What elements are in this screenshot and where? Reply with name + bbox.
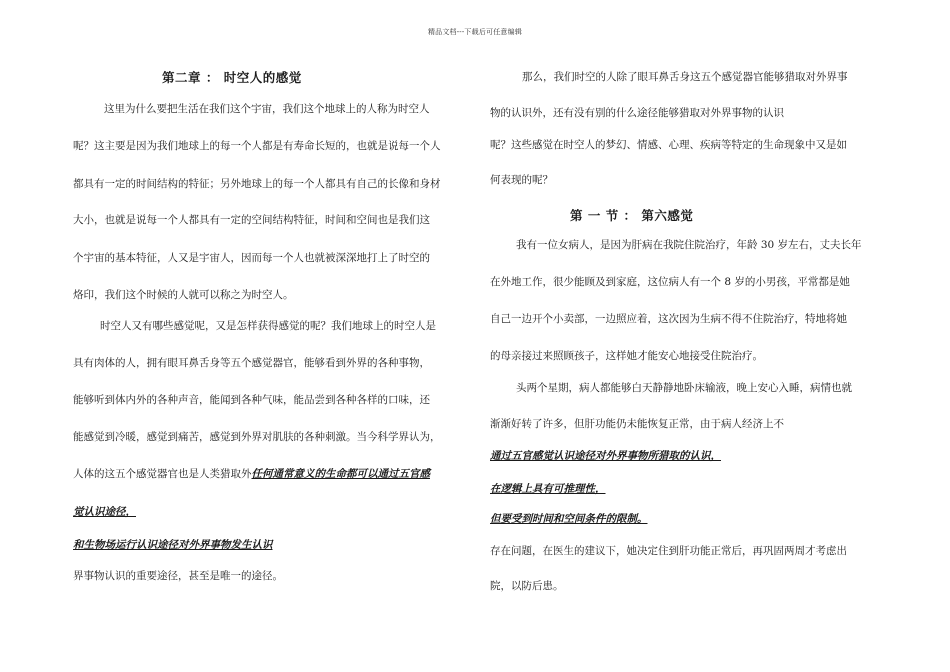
paragraph-line: 在外地工作，很少能顾及到家庭，这位病人有一个 8 岁的小男孩，平常都是她: [490, 276, 850, 288]
chapter-title: 第二章 ： 时空人的感觉: [162, 70, 302, 85]
paragraph-line: 何表现的呢？: [490, 174, 553, 186]
paragraph-line: 能够听到体内外的各种声音，能闻到各种气味，能品尝到各种各样的口味，还: [73, 394, 430, 406]
page-header: 精品文档---下载后可任意编辑: [427, 28, 523, 36]
emphasis-line: 在逻辑上具有可推理性，: [490, 483, 606, 495]
paragraph-line: 呢？这主要是因为我们地球上的每一个人都是有寿命长短的，也就是说每一个人: [73, 140, 441, 152]
emphasis-line: 通过五官感觉认识途径对外界事物所猎取的认识，: [490, 450, 721, 462]
paragraph-line: 时空人又有哪些感觉呢，又是怎样获得感觉的呢？我们地球上的时空人是: [100, 320, 436, 332]
paragraph-line-mixed: [73, 467, 430, 481]
paragraph-line: 呢？这些感觉在时空人的梦幻、情感、心理、疾病等特定的生命现象中又是如: [490, 139, 847, 151]
paragraph-line: 烙印，我们这个时候的人就可以称之为时空人。: [73, 289, 294, 301]
emphasis-text: 任何通常意义的生命都可以通过五官感: [251, 468, 430, 480]
paragraph-line: 能感觉到冷暖，感觉到痛苦，感觉到外界对肌肤的各种刺激。当今科学界认为，: [73, 431, 441, 443]
emphasis-line: 和生物场运行认识途径对外界事物发生认识: [73, 539, 273, 551]
paragraph-line: 渐渐好转了许多，但肝功能仍未能恢复正常，由于病人经济上不: [490, 418, 784, 430]
emphasis-line: 但要受到时间和空间条件的限制。: [490, 513, 648, 525]
paragraph-line: 头两个星期，病人都能够白天静静地卧床输液，晚上安心入睡，病情也就: [516, 382, 852, 394]
paragraph-line: 界事物认识的重要途径，甚至是唯一的途径。: [73, 570, 283, 582]
paragraph-line: 这里为什么要把生活在我们这个宇宙，我们这个地球上的人称为时空人: [104, 103, 430, 115]
paragraph-line: 的母亲接过来照顾孩子，这样她才能安心地接受住院治疗。: [490, 350, 763, 362]
paragraph-line: 院，以防后患。: [490, 580, 564, 592]
paragraph-line: 我有一位女病人，是因为肝病在我院住院治疗，年龄 30 岁左右，丈夫长年: [516, 239, 862, 251]
paragraph-line: 个宇宙的基本特征，人又是宇宙人，因而每一个人也就被深深地打上了时空的: [73, 252, 430, 264]
paragraph-line: 物的认识外，还有没有别的什么途径能够猎取对外界事物的认识: [490, 107, 784, 119]
section-title: 第 一 节 ： 第六感觉: [570, 208, 694, 223]
paragraph-line: 大小，也就是说每一个人都具有一定的空间结构特征，时间和空间也是我们这: [73, 214, 430, 226]
paragraph-line: 都具有一定的时间结构的特征；另外地球上的每一个人都具有自己的长像和身材: [73, 178, 441, 190]
paragraph-line: 自己一边开个小卖部，一边照应着，这次因为生病不得不住院治疗，特地将她: [490, 313, 847, 325]
emphasis-line: 觉认识途径，: [73, 506, 136, 518]
paragraph-line: 那么，我们时空的人除了眼耳鼻舌身这五个感觉器官能够猎取对外界事: [522, 71, 848, 83]
paragraph-line: 存在问题，在医生的建议下，她决定住到肝功能正常后，再巩固两周才考虑出: [490, 545, 847, 557]
paragraph-text: 人体的这五个感觉器官也是人类猎取外: [73, 468, 252, 480]
paragraph-line: 具有肉体的人，拥有眼耳鼻舌身等五个感觉器官，能够看到外界的各种事物，: [73, 357, 430, 369]
